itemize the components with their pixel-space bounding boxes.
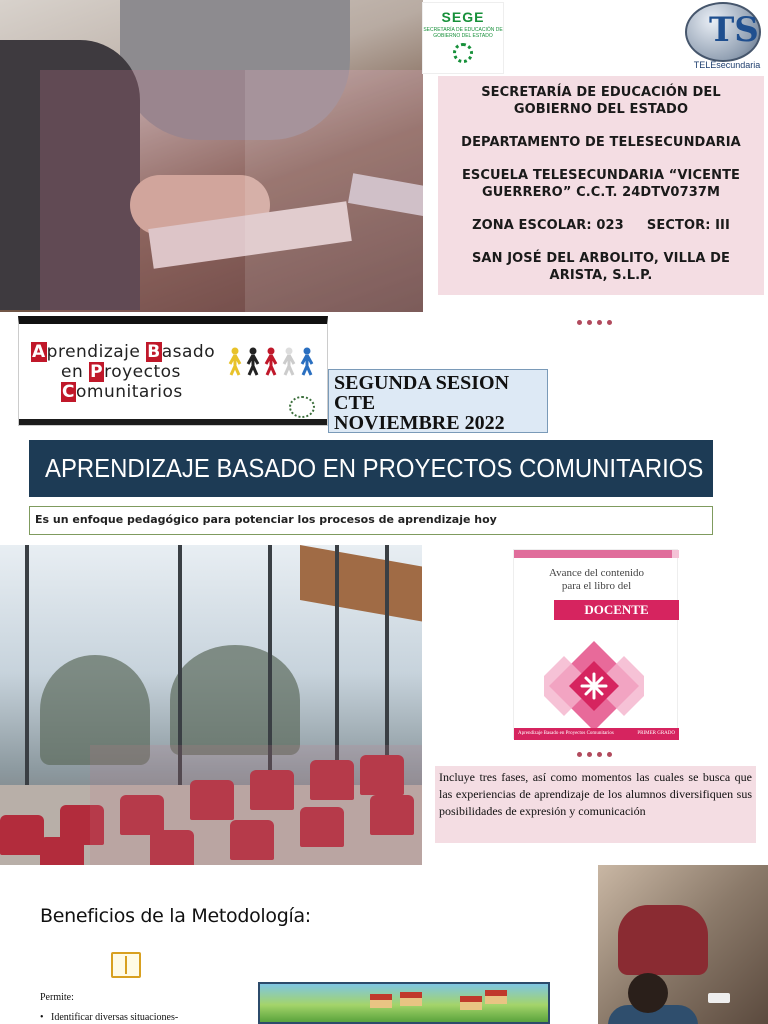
abp-text-prendizaje: prendizaje [46, 342, 147, 362]
book-docente-label: DOCENTE [554, 600, 679, 620]
dots-divider [577, 320, 612, 325]
dots-divider [577, 752, 612, 757]
children-figures-icon [227, 346, 317, 382]
book-footer-right: PRIMER GRADO [637, 731, 675, 736]
ts-logo-caption: TELEsecundaria [693, 60, 761, 70]
abp-line-1 [31, 342, 215, 362]
book-line-1: Avance del contenido [548, 567, 645, 579]
main-title-band [29, 440, 713, 497]
definition-text: Es un enfoque pedagógico para potenciar los procesos de aprendizaje hoy [35, 513, 497, 526]
student-photo [598, 865, 768, 1024]
main-title: APRENDIZAJE BASADO EN PROYECTOS COMUNITARIOS [45, 453, 704, 483]
star-diamond-icon [544, 636, 644, 736]
book-footer-left: Aprendizaje Basado en Proyectos Comunitarios [518, 731, 614, 736]
abp-line-3 [61, 382, 183, 402]
definition-bar [29, 506, 713, 535]
session-box [328, 369, 548, 433]
info-line-secretaria: SECRETARÍA DE EDUCACIÓN DEL GOBIERNO DEL ESTADO [481, 85, 721, 117]
session-line-1: SEGUNDA SESION [334, 372, 510, 394]
permite-label: Permite: [40, 992, 74, 1003]
telesecundaria-logo [683, 0, 763, 72]
benefits-title: Beneficios de la Metodología: [40, 905, 311, 927]
session-line-3: NOVIEMBRE 2022 [334, 412, 505, 433]
info-line-ubicacion: SAN JOSÉ DEL ARBOLITO, VILLA DE ARISTA, S.L.P. [471, 251, 731, 283]
info-line-zona: ZONA ESCOLAR: 023 SECTOR: III [472, 218, 730, 233]
phases-box [435, 766, 756, 843]
session-line-2: CTE [334, 392, 376, 414]
abp-cap-b: B [147, 342, 161, 362]
abp-text-omunitarios: omunitarios [75, 382, 183, 402]
abp-cap-c: C [62, 382, 75, 402]
benefit-bullet: • Identificar diversas situaciones- [40, 1012, 179, 1023]
info-line-escuela: ESCUELA TELESECUNDARIA “VICENTE GUERRERO” C.C.T. 24DTV0737M [461, 168, 741, 200]
sege-emblem-icon [453, 43, 473, 63]
phases-text: Incluye tres fases, así como momentos las cuales se busca que las experiencias de aprendizaje de los alumnos diversifiquen sus posibilidades de expresión y comunicación [439, 770, 752, 818]
abp-text-asado: asado [161, 342, 216, 362]
docente-book-cover [513, 549, 678, 739]
book-footer [514, 728, 679, 740]
abp-banner [18, 316, 328, 426]
abp-cap-p: P [90, 362, 104, 382]
abp-text-royectos: royectos [104, 362, 181, 382]
sege-logo-subtitle: SECRETARÍA DE EDUCACIÓN DE GOBIERNO DEL ESTADO [423, 27, 503, 39]
meeting-photo [0, 0, 423, 312]
school-info-box [438, 76, 764, 295]
classroom-photo [0, 545, 422, 865]
ts-logo-letters: TS [709, 10, 759, 50]
abp-text-en: en [61, 362, 90, 382]
sege-logo-title: SEGE [441, 9, 485, 25]
info-line-departamento: DEPARTAMENTO DE TELESECUNDARIA [461, 135, 741, 150]
open-book-icon [111, 952, 141, 978]
community-illustration [258, 982, 550, 1024]
book-line-2: para el libro del [561, 580, 632, 592]
abp-line-2 [61, 362, 181, 382]
seal-icon [289, 396, 315, 418]
abp-cap-a: A [32, 342, 46, 362]
sege-logo [422, 2, 504, 74]
